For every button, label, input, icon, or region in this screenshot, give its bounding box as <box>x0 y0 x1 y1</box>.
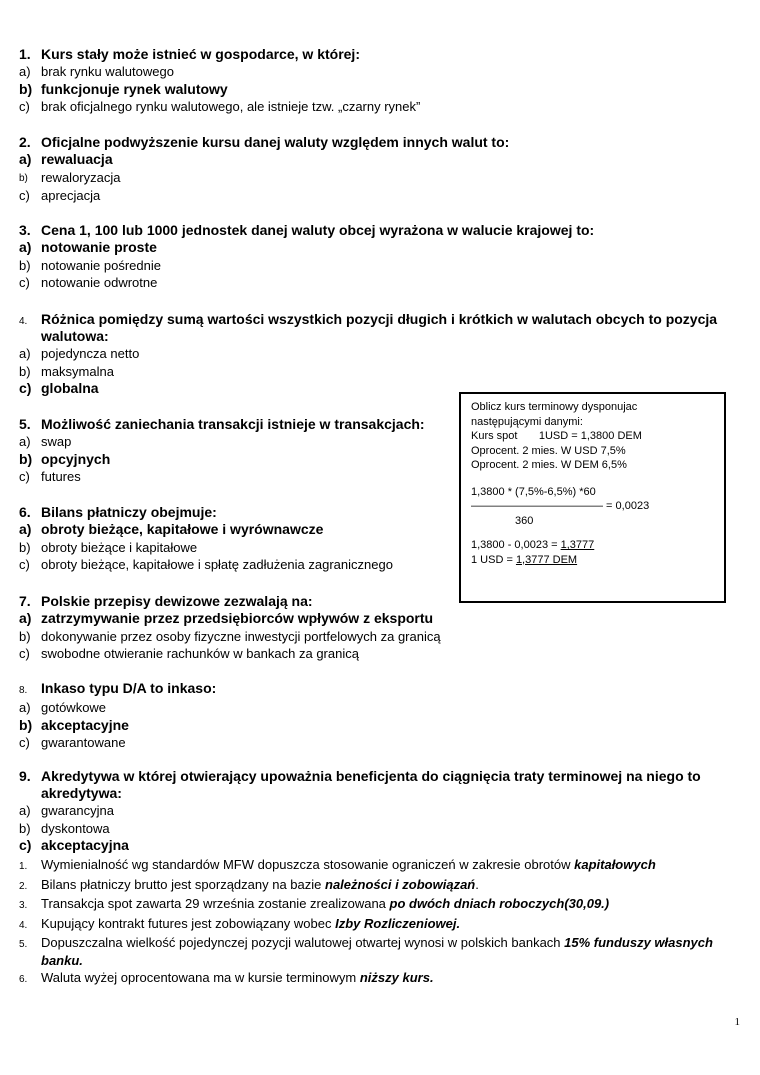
question-text: Oficjalne podwyższenie kursu danej waluty względem innych walut to: <box>41 134 510 150</box>
answer-option-correct <box>19 451 459 469</box>
fact-emphasis: należności i zobowiązań <box>325 876 476 892</box>
question-number: 2. <box>19 134 31 150</box>
option-text: swap <box>41 434 72 449</box>
option-letter: c) <box>19 188 30 203</box>
option-letter: b) <box>19 716 33 733</box>
option-letter: a) <box>19 239 32 255</box>
question-3 <box>19 222 749 292</box>
option-text: dokonywanie przez osoby fizyczne inwestycji portfelowych za granicą <box>41 628 441 644</box>
option-text: swobodne otwieranie rachunków w bankach za granicą <box>41 646 359 661</box>
question-text: Bilans płatniczy obejmuje: <box>41 504 217 520</box>
fact-text: Dopuszczalna wielkość pojedynczej pozycji walutowej otwartej wynosi w polskich bankach <box>41 935 565 950</box>
option-letter: b) <box>19 628 31 644</box>
fact-number: 2. <box>19 880 28 892</box>
fact-item <box>19 895 739 915</box>
option-letter: a) <box>19 610 32 626</box>
fact-emphasis: niższy kurs. <box>359 970 434 985</box>
answer-option-correct <box>19 717 749 735</box>
option-text: dyskontowa <box>41 820 110 836</box>
question-5 <box>19 416 459 486</box>
option-text: brak rynku walutowego <box>41 64 174 79</box>
answer-option <box>19 468 459 486</box>
fact-item <box>19 856 739 876</box>
option-text: obroty bieżące i kapitałowe <box>41 539 198 555</box>
option-letter: c) <box>19 380 32 396</box>
question-number: 5. <box>19 416 31 432</box>
answer-option <box>19 556 459 574</box>
answer-option <box>19 628 749 646</box>
calc-result-2 <box>471 553 724 568</box>
answer-option <box>19 820 749 838</box>
option-text: gwarancyjna <box>41 803 114 818</box>
option-text: pojedyncza netto <box>41 346 140 361</box>
question-6 <box>19 504 459 574</box>
calc-fraction-line: ———————————— = 0,0023 <box>471 500 650 512</box>
option-letter: b) <box>19 450 33 467</box>
question-number: 4. <box>19 316 28 327</box>
calc-result-2-value: 1,3777 DEM <box>515 553 578 566</box>
answer-option <box>19 345 749 363</box>
answer-option <box>19 63 749 81</box>
option-letter: c) <box>19 275 30 290</box>
calc-result-1-prefix: 1,3800 - 0,0023 = <box>471 539 561 551</box>
answer-option <box>19 257 749 275</box>
option-text: funkcjonuje rynek walutowy <box>41 80 228 97</box>
question-number: 8. <box>19 685 28 696</box>
fact-number: 1. <box>19 861 28 872</box>
option-letter: b) <box>19 257 31 273</box>
answer-option <box>19 734 749 752</box>
option-text: zatrzymywanie przez przedsiębiorców wpływów z eksportu <box>41 610 434 626</box>
option-letter: a) <box>19 64 31 79</box>
fact-text: Bilans płatniczy brutto jest sporządzany na bazie <box>41 876 325 892</box>
fact-text: Wymienialność wg standardów MFW dopuszcza stosowanie ograniczeń w zakresie obrotów <box>41 857 575 872</box>
fact-number: 3. <box>19 900 28 911</box>
answer-option <box>19 363 749 381</box>
answer-option <box>19 539 459 557</box>
option-letter: a) <box>19 803 31 818</box>
calc-denominator: 360 <box>515 514 534 527</box>
option-letter: b) <box>19 172 28 184</box>
answer-option <box>19 433 459 451</box>
fact-text: Kupujący kontrakt futures jest zobowiązany wobec <box>41 915 336 931</box>
option-letter: a) <box>19 434 31 449</box>
option-text: rewaluacja <box>41 151 113 167</box>
question-number: 9. <box>19 768 31 784</box>
option-text: akceptacyjna <box>41 837 129 853</box>
option-letter: b) <box>19 363 31 379</box>
fact-item <box>19 915 739 935</box>
option-letter: b) <box>19 80 33 97</box>
answer-option-correct <box>19 239 749 257</box>
fact-number: 5. <box>19 939 28 950</box>
calc-spot-rate: Kurs spot 1USD = 1,3800 DEM <box>471 430 642 442</box>
calculation-box <box>459 392 726 603</box>
calc-result-1-value: 1,3777 <box>560 539 595 551</box>
answer-option <box>19 274 749 292</box>
question-text: Cena 1, 100 lub 1000 jednostek danej waluty obcej wyrażona w walucie krajowej to: <box>41 222 595 238</box>
calc-result-1 <box>471 538 724 553</box>
question-text: Kurs stały może istnieć w gospodarce, w której: <box>41 46 360 62</box>
option-text: brak oficjalnego rynku walutowego, ale istnieje tzw. „czarny rynek” <box>41 99 421 114</box>
option-letter: c) <box>19 469 30 484</box>
fact-text-after: . <box>475 876 479 892</box>
question-4 <box>19 311 749 398</box>
question-text: Polskie przepisy dewizowe zezwalają na: <box>41 593 313 609</box>
question-9 <box>19 768 749 855</box>
fact-text: Waluta wyżej oprocentowana ma w kursie terminowym <box>41 970 360 985</box>
fact-emphasis: Izby Rozliczeniowej. <box>335 915 461 931</box>
option-text: aprecjacja <box>41 188 101 203</box>
option-text: akceptacyjne <box>41 716 129 733</box>
question-number: 1. <box>19 46 31 62</box>
answer-option <box>19 187 749 205</box>
option-letter: c) <box>19 99 30 114</box>
option-text: notowanie pośrednie <box>41 257 161 273</box>
option-letter: c) <box>19 735 30 750</box>
answer-option-correct <box>19 837 749 855</box>
answer-option-correct <box>19 151 749 169</box>
option-text: gotówkowe <box>41 700 107 715</box>
question-8 <box>19 680 749 752</box>
answer-option <box>19 645 749 663</box>
question-7 <box>19 593 749 663</box>
calc-result-2-prefix: 1 USD = <box>471 553 516 566</box>
question-text: Różnica pomiędzy sumą wartości wszystkich pozycji długich i krótkich w walutach obcych to pozycja walutowa: <box>41 311 718 344</box>
answer-option-correct <box>19 81 749 99</box>
option-letter: b) <box>19 820 31 836</box>
calc-instruction-cont: następującymi danymi: <box>471 415 583 428</box>
calc-numerator: 1,3800 * (7,5%-6,5%) *60 <box>471 485 596 498</box>
page-number: 1 <box>734 1016 740 1028</box>
question-number: 6. <box>19 504 31 520</box>
question-number: 7. <box>19 593 31 609</box>
question-2 <box>19 134 749 205</box>
option-text: maksymalna <box>41 363 114 379</box>
option-letter: c) <box>19 557 30 572</box>
fact-emphasis: po dwóch dniach roboczych(30,09.) <box>389 896 610 911</box>
option-text: obroty bieżące, kapitałowe i spłatę zadłużenia zagranicznego <box>41 557 393 572</box>
option-letter: a) <box>19 521 32 537</box>
facts-list <box>19 856 739 989</box>
answer-option <box>19 802 749 820</box>
fact-number: 4. <box>19 919 28 931</box>
question-1 <box>19 46 749 116</box>
question-text: Możliwość zaniechania transakcji istnieje w transakcjach: <box>41 416 425 432</box>
option-text: futures <box>41 469 81 484</box>
option-text: rewaloryzacja <box>41 169 121 185</box>
fact-item <box>19 876 739 896</box>
option-letter: a) <box>19 346 31 361</box>
question-text: Inkaso typu D/A to inkaso: <box>41 680 217 696</box>
fact-emphasis: kapitałowych <box>574 857 656 872</box>
calc-dem-rate: Oprocent. 2 mies. W DEM 6,5% <box>471 459 627 471</box>
option-text: obroty bieżące, kapitałowe i wyrównawcze <box>41 521 324 537</box>
option-letter: c) <box>19 646 30 661</box>
answer-option <box>19 699 749 717</box>
fact-emphasis: 15% funduszy własnych banku. <box>41 935 713 968</box>
fact-number: 6. <box>19 974 28 985</box>
answer-option-correct <box>19 521 459 539</box>
option-letter: b) <box>19 539 31 555</box>
calc-instruction: Oblicz kurs terminowy dysponujac <box>471 401 638 413</box>
option-letter: c) <box>19 837 32 853</box>
option-text: globalna <box>41 380 99 396</box>
option-text: gwarantowane <box>41 735 126 750</box>
fact-item <box>19 969 739 989</box>
fact-item <box>19 934 739 969</box>
question-text: Akredytywa w której otwierający upoważnia beneficjenta do ciągnięcia traty terminowej na niego to akredytywa: <box>41 768 701 801</box>
option-letter: a) <box>19 151 32 167</box>
option-letter: a) <box>19 700 31 715</box>
fact-text: Transakcja spot zawarta 29 września zostanie zrealizowana <box>41 896 390 911</box>
answer-option <box>19 169 749 188</box>
question-number: 3. <box>19 222 31 238</box>
option-text: notowanie proste <box>41 239 157 255</box>
option-text: opcyjnych <box>41 450 111 467</box>
answer-option-correct <box>19 610 749 628</box>
option-text: notowanie odwrotne <box>41 275 158 290</box>
calc-usd-rate: Oprocent. 2 mies. W USD 7,5% <box>471 444 626 457</box>
answer-option <box>19 98 749 116</box>
